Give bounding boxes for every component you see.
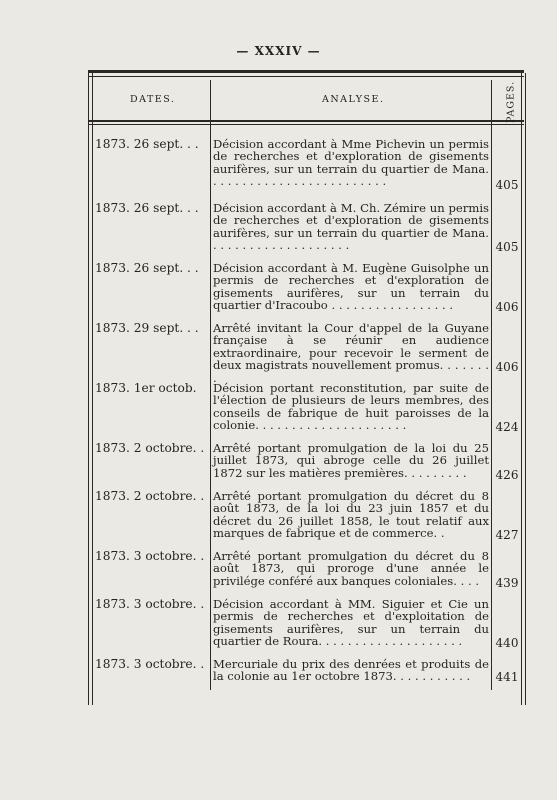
entry-page: 440 — [495, 636, 519, 650]
entry-date: 1873. 2 octobre. . — [95, 442, 205, 455]
right-border-outer — [525, 73, 526, 705]
entry-analysis: Arrêté portant promulgation de la loi du 25 juillet 1873, qui abroge celle du 26 juillet 1872 sur les matières premières. . . . . . . . . — [213, 441, 489, 480]
top-rule-thick — [88, 70, 524, 73]
entry-analysis: Arrêté portant promulgation du décret du 8 août 1873, qui proroge d'une année le privilége conféré aux banques coloniales. . . . — [213, 549, 489, 588]
entry-page: 424 — [495, 420, 519, 434]
header-pages: PAGES. — [505, 80, 517, 124]
entry-analysis: Décision accordant à M. Eugène Guisolphe un permis de recherches et d'exploration de gisements aurifères, sur un terrain du quartier d'Iracoubo . . . . . . . . . . . . . . . . . — [213, 261, 489, 313]
left-border-outer — [88, 73, 89, 705]
header-dates: DATES. — [130, 94, 176, 105]
entry-page: 439 — [495, 576, 519, 590]
entry-date: 1873. 1er octob. — [95, 382, 197, 395]
entry-page: 406 — [495, 300, 519, 314]
header-rule-thick — [88, 120, 524, 122]
entry-date: 1873. 3 octobre. . — [95, 658, 205, 671]
right-border-inner — [521, 73, 522, 705]
column-divider-pages — [491, 80, 492, 690]
entry-date: 1873. 2 octobre. . — [95, 490, 205, 503]
entry-analysis: Décision accordant à MM. Siguier et Cie un permis de recherches et d'exploitation de gisements aurifères, sur un terrain du quartier de Roura. . . . . . . . . . . . . . . . . . . . — [213, 597, 489, 649]
entry-page: 406 — [495, 360, 519, 374]
folio: — XXXIV — — [236, 44, 321, 58]
entry-date: 1873. 26 sept. . . — [95, 262, 199, 275]
entry-analysis: Mercuriale du prix des denrées et produits de la colonie au 1er octobre 1873. . . . . . . . . . . — [213, 657, 489, 684]
entry-date: 1873. 26 sept. . . — [95, 202, 199, 215]
entry-date: 1873. 3 octobre. . — [95, 598, 205, 611]
entry-page: 405 — [495, 178, 519, 192]
entry-page: 426 — [495, 468, 519, 482]
header-rule-thin — [88, 124, 524, 125]
entry-analysis: Décision portant reconstitution, par suite de l'élection de plusieurs de leurs membres, des conseils de fabrique de huit paroisses de la colonie. . . . . . . . . . . . . . . . . . . . . — [213, 381, 489, 433]
entry-date: 1873. 3 octobre. . — [95, 550, 205, 563]
entry-page: 441 — [495, 670, 519, 684]
entry-analysis: Arrêté invitant la Cour d'appel de la Guyane française à se réunir en audience extraordinaire, pour recevoir le serment de deux magistrats nouvellement promus. . . . . . . . — [213, 321, 489, 385]
entry-date: 1873. 26 sept. . . — [95, 138, 199, 151]
entry-page: 427 — [495, 528, 519, 542]
entry-analysis: Décision accordant à Mme Pichevin un permis de recherches et d'exploration de gisements aurifères, sur un terrain du quartier de Mana. . . . . . . . . . . . . . . . . . . . . . . . . — [213, 137, 489, 189]
top-rule-thin — [88, 76, 524, 77]
entry-analysis: Arrêté portant promulgation du décret du 8 août 1873, de la loi du 23 juin 1857 et du décret du 26 juillet 1858, le tout relatif aux marques de fabrique et de commerce. . — [213, 489, 489, 541]
entry-analysis: Décision accordant à M. Ch. Zémire un permis de recherches et d'exploration de gisements aurifères, sur un terrain du quartier de Mana. . . . . . . . . . . . . . . . . . . . — [213, 201, 489, 253]
entry-date: 1873. 29 sept. . . — [95, 322, 199, 335]
header-analyse: ANALYSE. — [322, 94, 385, 105]
entry-page: 405 — [495, 240, 519, 254]
left-border-inner — [92, 73, 93, 705]
